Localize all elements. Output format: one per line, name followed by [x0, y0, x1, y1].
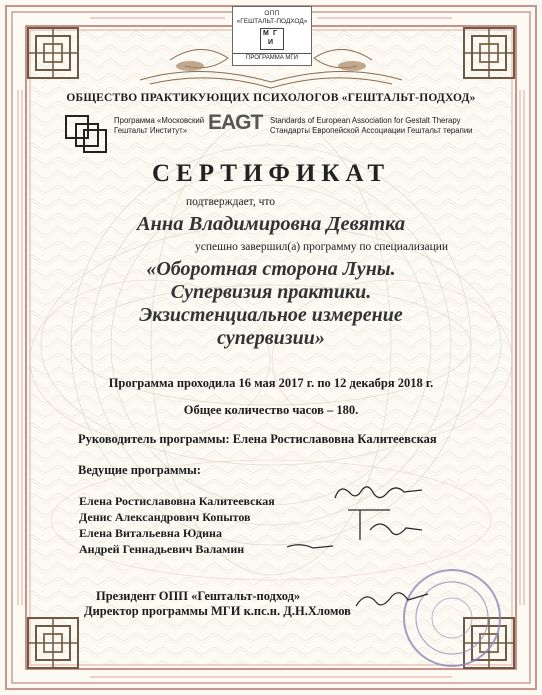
standards-line1: Standards of European Association for Gestalt Therapy [270, 116, 461, 125]
completed-text: успешно завершил(а) программу по специализации [195, 241, 449, 253]
leader-item: Елена Ростиславовна Калитеевская [79, 494, 275, 508]
program-title-line2: Супервизия практики. [170, 281, 372, 303]
eagt-standards [270, 116, 473, 136]
organization-name: ОБЩЕСТВО ПРАКТИКУЮЩИХ ПСИХОЛОГОВ «ГЕШТАЛЬТ-ПОДХОД» [66, 92, 476, 104]
signature-icon [340, 500, 430, 548]
program-dates: Программа проходила 16 мая 2017 г. по 12 декабря 2018 г. [108, 376, 434, 390]
logo-mark-letter-g: Г [273, 30, 277, 37]
logo-mark-letter-i: И [268, 39, 274, 46]
program-title-line3: Экзистенциальное измерение [139, 304, 403, 326]
leader-item: Денис Александрович Копытов [79, 510, 251, 524]
leaders-label: Ведущие программы: [78, 463, 201, 477]
program-title-line1: «Оборотная сторона Луны. [146, 258, 396, 280]
program-institute [114, 116, 204, 136]
knot-ornament-icon [24, 614, 82, 672]
program-title-line4: супервизии» [217, 327, 325, 349]
logo-mark-letter-m: М [263, 30, 269, 37]
signature-icon [352, 584, 432, 614]
standards-line2: Стандарты Европейской Ассоциации Гештальт терапии [270, 126, 473, 135]
knot-ornament-icon [460, 24, 518, 82]
eagt-logo: EAGT [208, 111, 263, 134]
director-line: Директор программы МГИ к.пс.н. Д.Н.Хломов [84, 604, 351, 618]
logo-line1: ОПП [264, 10, 280, 17]
signature-icon [285, 540, 335, 554]
certificate-title: СЕРТИФИКАТ [151, 160, 390, 187]
round-stamp-icon [400, 566, 504, 670]
logo-line3: ПРОГРАММА МГИ [233, 53, 311, 61]
program-hours: Общее количество часов – 180. [183, 403, 359, 417]
logo-line2: «ГЕШТАЛЬТ-ПОДХОД» [236, 18, 308, 25]
program-institute-line1: Программа «Московский [114, 116, 205, 125]
program-title [0, 258, 542, 350]
leader-item: Андрей Геннадьевич Валамин [79, 542, 245, 556]
leader-item: Елена Витальевна Юдина [79, 526, 222, 540]
confirms-text: подтверждает, что [186, 196, 275, 208]
recipient-name: Анна Владимировна Девятка [136, 213, 406, 235]
interlocked-squares-icon [64, 114, 108, 154]
knot-ornament-icon [24, 24, 82, 82]
program-leader: Руководитель программы: Елена Ростиславовна Калитеевская [78, 432, 437, 446]
logo-mark [260, 28, 284, 50]
president-line: Президент ОПП «Гештальт-подход» [96, 589, 301, 603]
opp-mgi-logo [232, 6, 312, 66]
program-institute-line2: Гештальт Институт» [114, 126, 188, 135]
